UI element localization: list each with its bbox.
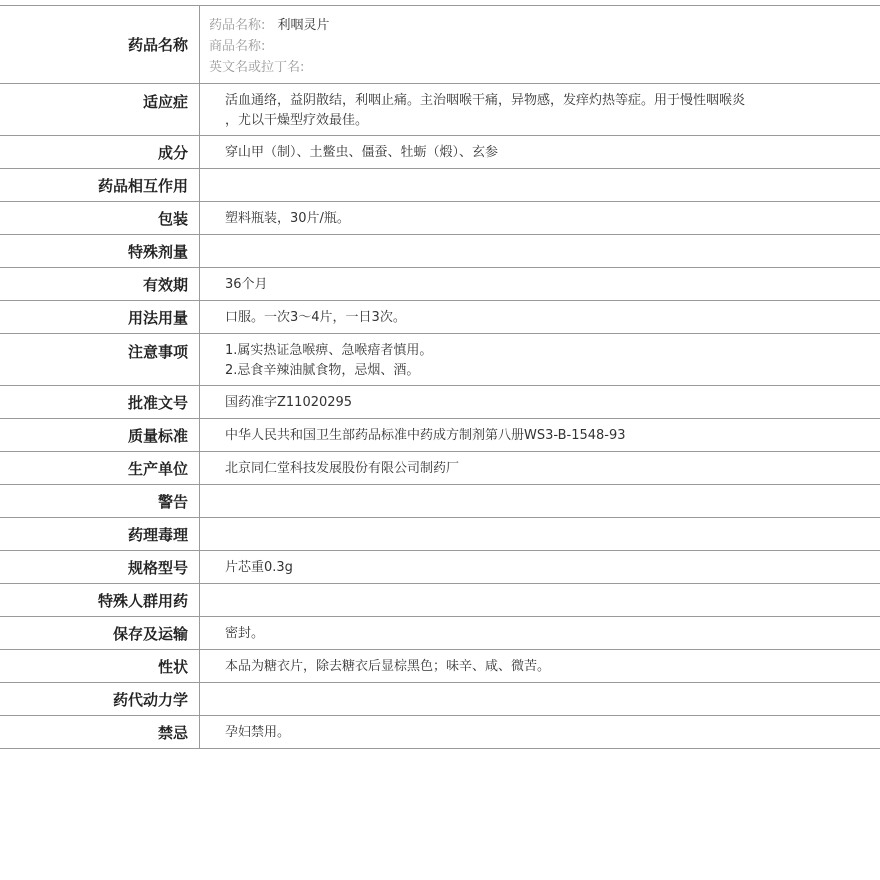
info-row-value [200,235,880,267]
info-row [0,235,880,268]
info-row-value-line: 片芯重0.3g [225,560,293,575]
drug-info-table [0,5,880,749]
info-row-label: 特殊人群用药 [0,584,200,616]
info-row [0,202,880,235]
info-row-value [200,485,880,517]
info-row-value [200,551,880,583]
info-row-label: 包装 [0,202,200,234]
info-row-value [200,301,880,333]
info-row-value-line: 塑料瓶装，30片/瓶。 [225,211,350,226]
info-row-label: 警告 [0,485,200,517]
info-row-label: 性状 [0,650,200,682]
info-row-label: 注意事项 [0,334,200,385]
info-row-value [200,683,880,715]
info-row-value-line: 36个月 [225,277,268,292]
english-name-line [209,57,870,78]
info-row-value-line: 2.忌食辛辣油腻食物，忌烟、酒。 [225,363,420,378]
info-row-label: 有效期 [0,268,200,300]
info-row [0,169,880,202]
info-row-value-line: 本品为糖衣片，除去糖衣后显棕黑色；味辛、咸、微苦。 [225,659,551,674]
info-row [0,650,880,683]
info-row [0,419,880,452]
drug-name-values [200,6,880,83]
info-row-value-line: 密封。 [225,626,265,641]
info-row-value [200,169,880,201]
info-row-value [200,84,880,135]
info-row [0,584,880,617]
info-row-label: 生产单位 [0,452,200,484]
info-row-value-line: 活血通络，益阴散结，利咽止痛。主治咽喉干痛，异物感，发痒灼热等症。用于慢性咽喉炎 [225,93,746,108]
info-row-label: 药代动力学 [0,683,200,715]
info-row-value [200,584,880,616]
info-row-value-line: 穿山甲（制）、土鳖虫、僵蚕、牡蛎（煅）、玄参 [225,145,499,160]
trade-name-label: 商品名称: [209,39,266,54]
info-row-value [200,136,880,168]
info-row-value-line: 孕妇禁用。 [225,725,291,740]
info-row [0,136,880,169]
info-row-value-line: 北京同仁堂科技发展股份有限公司制药厂 [225,461,460,476]
drug-name-label: 药品名称 [0,6,200,83]
info-row-value [200,716,880,748]
info-row-label: 适应症 [0,84,200,135]
info-row-value-line: 中华人民共和国卫生部药品标准中药成方制剂第八册WS3-B-1548-93 [225,428,626,443]
info-row-value [200,386,880,418]
info-row-label: 特殊剂量 [0,235,200,267]
info-row-value [200,617,880,649]
info-row-label: 禁忌 [0,716,200,748]
info-row-value-line: 口服。一次3～4片，一日3次。 [225,310,406,325]
english-name-label: 英文名或拉丁名: [209,60,305,75]
info-row [0,301,880,334]
trade-name-line [209,36,870,57]
generic-name-label: 药品名称: [209,18,266,33]
info-row-label: 药品相互作用 [0,169,200,201]
info-row-value-line: 1.属实热证急喉痹、急喉瘖者慎用。 [225,343,433,358]
info-row [0,268,880,301]
info-row-label: 保存及运输 [0,617,200,649]
info-row [0,386,880,419]
info-row [0,518,880,551]
info-row-value-line: ，尤以干燥型疗效最佳。 [225,113,369,128]
info-row-label: 用法用量 [0,301,200,333]
info-row-value [200,202,880,234]
drug-name-row [0,6,880,84]
info-row-label: 质量标准 [0,419,200,451]
info-row-label: 成分 [0,136,200,168]
info-row [0,716,880,749]
info-row [0,334,880,386]
info-row-label: 规格型号 [0,551,200,583]
info-row-value [200,650,880,682]
info-row-value [200,334,880,385]
generic-name-value: 利咽灵片 [277,18,330,33]
info-row-value-line: 国药准字Z11020295 [225,395,353,410]
info-row [0,485,880,518]
info-row-label: 批准文号 [0,386,200,418]
info-row [0,452,880,485]
info-row [0,683,880,716]
info-row-value [200,452,880,484]
info-row [0,617,880,650]
info-row [0,551,880,584]
info-row [0,84,880,136]
info-row-label: 药理毒理 [0,518,200,550]
info-row-value [200,268,880,300]
info-row-value [200,518,880,550]
generic-name-line [209,15,870,36]
info-rows [0,84,880,749]
info-row-value [200,419,880,451]
